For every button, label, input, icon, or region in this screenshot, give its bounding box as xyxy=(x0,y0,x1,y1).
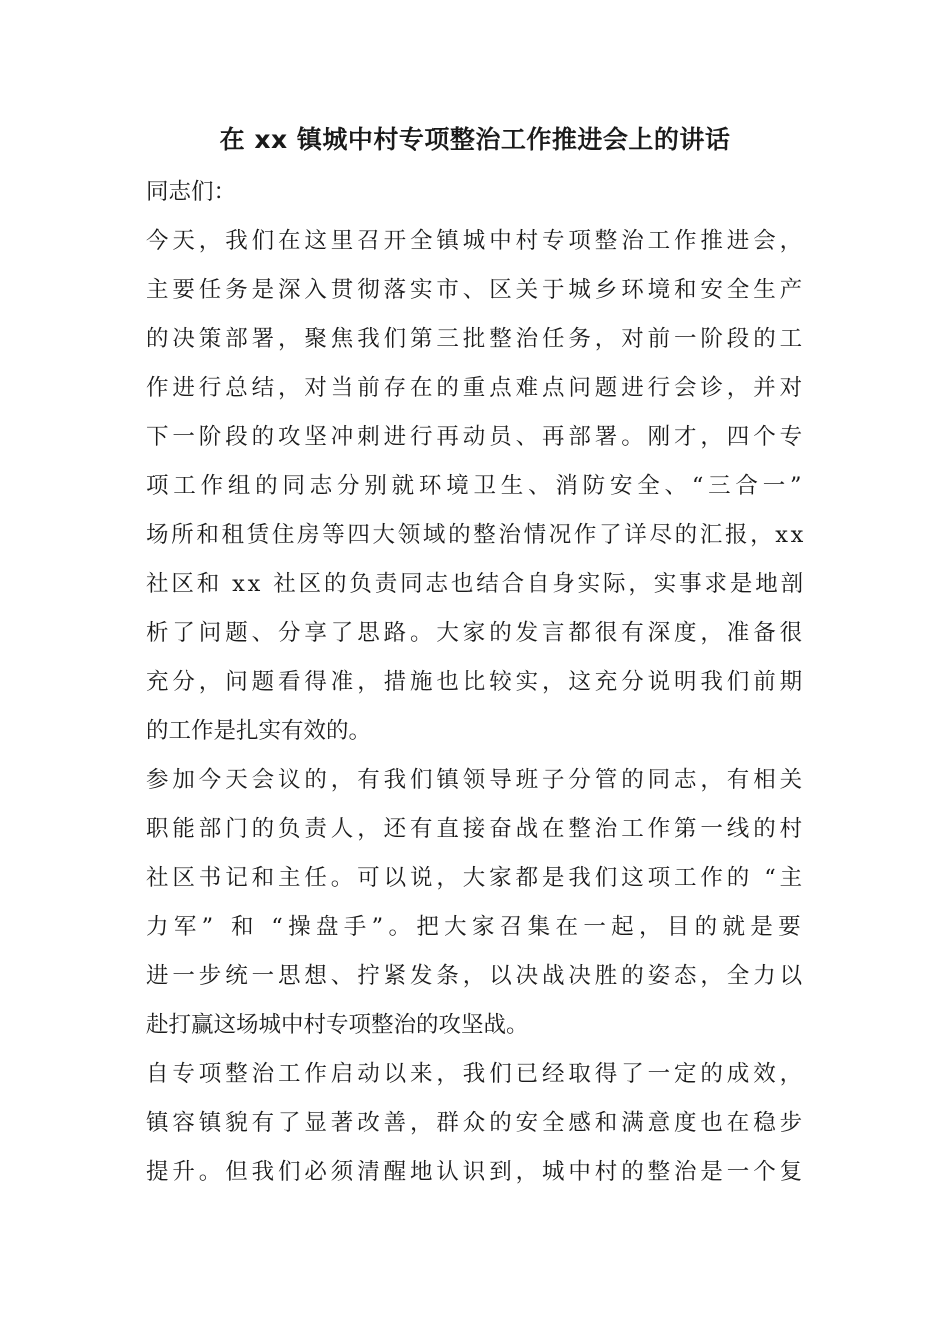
paragraph-line: 职能部门的负责人，还有直接奋战在整治工作第一线的村 xyxy=(146,816,806,842)
salutation-line: 同志们： xyxy=(146,179,237,205)
paragraph-line: 场所和租赁住房等四大领域的整治情况作了详尽的汇报，xx xyxy=(146,522,806,548)
paragraph-line: 力军” 和 “操盘手”。把大家召集在一起，目的就是要 xyxy=(146,914,806,940)
paragraph-line: 赴打赢这场城中村专项整治的攻坚战。 xyxy=(146,1012,529,1038)
paragraph-line: 今天，我们在这里召开全镇城中村专项整治工作推进会， xyxy=(146,228,806,254)
paragraph-line: 的决策部署，聚焦我们第三批整治任务，对前一阶段的工 xyxy=(146,326,806,352)
paragraph-line: 项工作组的同志分别就环境卫生、消防安全、“三合一” xyxy=(146,473,807,499)
paragraph-line: 作进行总结，对当前存在的重点难点问题进行会诊，并对 xyxy=(146,375,806,401)
paragraph-line: 提升。但我们必须清醒地认识到，城中村的整治是一个复 xyxy=(146,1159,806,1185)
paragraph-line: 析了问题、分享了思路。大家的发言都很有深度，准备很 xyxy=(146,620,806,646)
paragraph-line: 充分，问题看得准，措施也比较实，这充分说明我们前期 xyxy=(146,669,806,695)
paragraph-line: 社区和 xx 社区的负责同志也结合自身实际，实事求是地剖 xyxy=(146,571,806,597)
paragraph-line: 镇容镇貌有了显著改善，群众的安全感和满意度也在稳步 xyxy=(146,1110,806,1136)
document-body xyxy=(146,168,806,1197)
paragraph-line: 社区书记和主任。可以说，大家都是我们这项工作的 “主 xyxy=(146,865,806,891)
paragraph-line: 下一阶段的攻坚冲刺进行再动员、再部署。刚才，四个专 xyxy=(146,424,806,450)
paragraph-line: 参加今天会议的，有我们镇领导班子分管的同志，有相关 xyxy=(146,767,806,793)
document-title: 在 xx 镇城中村专项整治工作推进会上的讲话 xyxy=(219,125,731,154)
paragraph-line: 主要任务是深入贯彻落实市、区关于城乡环境和安全生产 xyxy=(146,277,806,303)
paragraph-line: 进一步统一思想、拧紧发条，以决战决胜的姿态，全力以 xyxy=(146,963,806,989)
paragraph-line: 自专项整治工作启动以来，我们已经取得了一定的成效， xyxy=(146,1061,806,1087)
paragraph-line: 的工作是扎实有效的。 xyxy=(146,718,372,744)
